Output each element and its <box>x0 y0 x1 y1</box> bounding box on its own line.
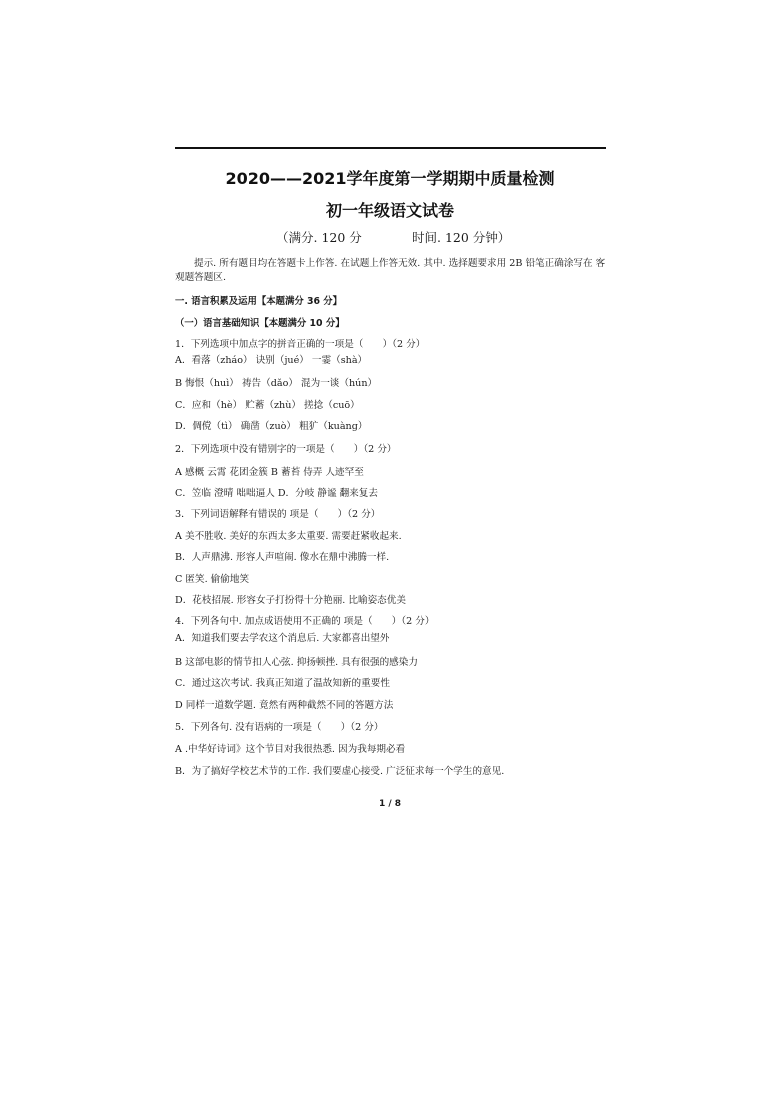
exam-title: 2020——2021学年度第一学期期中质量检测 <box>225 169 555 188</box>
subsection-heading: （一）语言基础知识【本题满分 10 分】 <box>175 318 345 329</box>
question-1-option-b: B 悔恨（huì） 祷告（dǎo） 混为一谈（hún） <box>175 378 378 389</box>
exam-time: 时间. 120 分钟） <box>412 230 511 245</box>
question-4-option-c: C．通过这次考试. 我真正知道了温故知新的重要性 <box>175 678 390 689</box>
full-score: （满分. 120 分 <box>276 230 362 245</box>
exam-subtitle: 初一年级语文试卷 <box>325 201 454 220</box>
question-1-option-a: A．看落（zháo） 诀别（jué） 一霎（shà） <box>175 355 368 366</box>
question-4-stem: 4．下列各句中. 加点成语使用不正确的 项是（ ）（2 分） <box>175 616 435 627</box>
question-4-option-d: D 同样一道数学题. 竟然有两种截然不同的答题方法 <box>175 700 394 711</box>
question-3-stem: 3．下列词语解释有错误的 项是（ ）（2 分） <box>175 509 381 520</box>
question-1-option-d: D．倜傥（tì） 确凿（zuò） 粗犷（kuàng） <box>175 421 368 432</box>
question-1-option-c: C．应和（hè） 贮蓄（zhù） 搓捻（cuō） <box>175 400 360 411</box>
question-5-option-a: A .中华好诗词》这个节目对我很热悉. 因为我每期必看 <box>175 744 406 755</box>
question-2-stem: 2．下列选项中没有错别字的一项是（ ）（2 分） <box>175 444 397 455</box>
question-5-option-b: B．为了搞好学校艺术节的工作. 我们要虚心接受. 广泛征求每一个学生的意见. <box>175 766 505 777</box>
question-5-stem: 5．下列各句. 没有语病的一项是（ ）（2 分） <box>175 722 384 733</box>
question-3-option-b: B．人声鼎沸. 形容人声喧闹. 像水在鼎中沸腾一样. <box>175 552 390 563</box>
question-3-option-a: A 美不胜收. 美好的东西太多太重要. 需要赶紧收起来. <box>175 531 402 542</box>
question-4-option-a: A．知道我们要去学农这个消息后. 大家都喜出望外 <box>175 633 390 644</box>
question-2-options-ab: A 感概 云霄 花团金簇 B 蓄苔 侍弄 人迹罕至 <box>175 467 364 478</box>
top-rule <box>175 147 606 149</box>
question-4-option-b: B 这部电影的情节扣人心弦. 抑扬顿挫. 具有很强的感染力 <box>175 657 418 668</box>
section-heading: 一. 语言积累及运用【本题满分 36 分】 <box>175 296 343 307</box>
exam-tip: 提示. 所有题目均在答题卡上作答. 在试题上作答无效. 其中. 选择题要求用 2B 铅笔正确涂写在 客观题答题区. <box>175 258 606 283</box>
question-3-option-c: C 匿笑. 偷偷地笑 <box>175 574 250 585</box>
question-3-option-d: D．花枝招展. 形容女子打扮得十分艳丽. 比喻姿态优美 <box>175 595 406 606</box>
page-number: 1 / 8 <box>378 799 402 809</box>
question-2-options-cd: C．笠临 澄晴 咄咄逼人 D．分岐 静谧 翻来复去 <box>175 488 378 499</box>
question-1-stem: 1．下列选项中加点字的拼音正确的一项是（ ）（2 分） <box>175 339 426 350</box>
